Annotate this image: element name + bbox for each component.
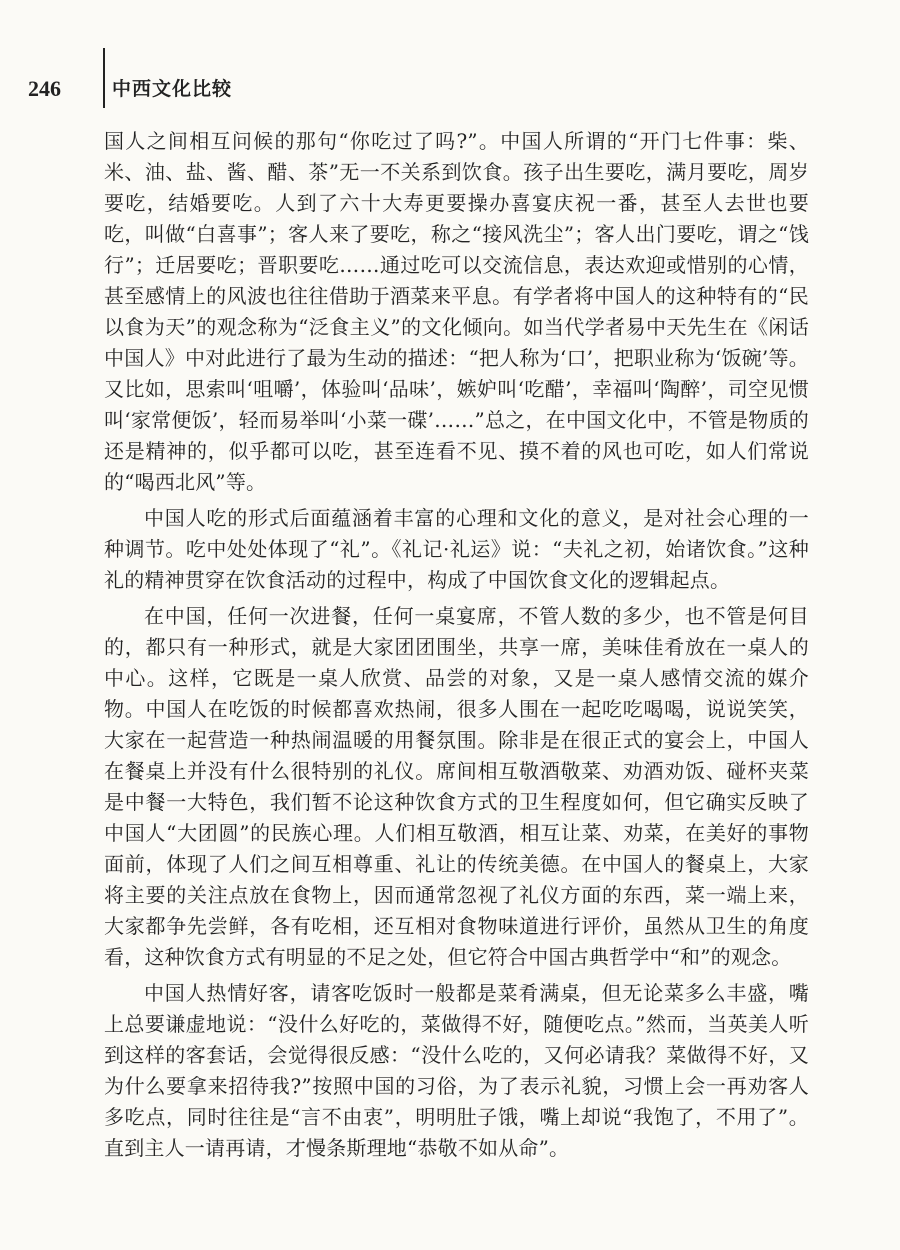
paragraph-2: 中国人吃的形式后面蕴涵着丰富的心理和文化的意义，是对社会心理的一种调节。吃中处处体现了“礼”。《礼记·礼运》说：“夫礼之初，始诸饮食。”这种礼的精神贯穿在饮食活动的过程中，构成了中国饮食文化的逻辑起点。 bbox=[104, 506, 809, 592]
paragraph-1: 国人之间相互问候的那句“你吃过了吗?”。中国人所谓的“开门七件事：柴、米、油、盐、酱、醋、茶”无一不关系到饮食。孩子出生要吃，满月要吃，周岁要吃，结婚要吃。人到了六十大寿更要操办喜宴庆祝一番，甚至人去世也要吃，叫做“白喜事”；客人来了要吃，称之“接风洗尘”；客人出门要吃，谓之“饯行”；迁居要吃；晋职要吃……通过吃可以交流信息，表达欢迎或惜别的心情，甚至感情上的风波也往往借助于酒菜来平息。有学者将中国人的这种特有的“民以食为天”的观念称为“泛食主义”的文化倾向。如当代学者易中天先生在《闲话中国人》中对此进行了最为生动的描述：“把人称为‘口’，把职业称为‘饭碗’等。又比如，思索叫‘咀嚼’，体验叫‘品味’，嫉妒叫‘吃醋’，幸福叫‘陶醉’，司空见惯叫‘家常便饭’，轻而易举叫‘小菜一碟’……”总之，在中国文化中，不管是物质的还是精神的，似乎都可以吃，甚至连看不见、摸不着的风也可吃，如人们常说的“喝西北风”等。 bbox=[104, 129, 809, 494]
page-header bbox=[28, 48, 788, 118]
paragraph-3: 在中国，任何一次进餐，任何一桌宴席，不管人数的多少，也不管是何目的，都只有一种形式，就是大家团团围坐，共享一席，美味佳肴放在一桌人的中心。这样，它既是一桌人欣赏、品尝的对象，又是一桌人感情交流的媒介物。中国人在吃饭的时候都喜欢热闹，很多人围在一起吃吃喝喝，说说笑笑，大家在一起营造一种热闹温暖的用餐氛围。除非是在很正式的宴会上，中国人在餐桌上并没有什么很特别的礼仪。席间相互敬酒敬菜、劝酒劝饭、碰杯夹菜是中餐一大特色，我们暂不论这种饮食方式的卫生程度如何，但它确实反映了中国人“大团圆”的民族心理。人们相互敬酒，相互让菜、劝菜，在美好的事物面前，体现了人们之间互相尊重、礼让的传统美德。在中国人的餐桌上，大家将主要的关注点放在食物上，因而通常忽视了礼仪方面的东西，菜一端上来，大家都争先尝鲜，各有吃相，还互相对食物味道进行评价，虽然从卫生的角度看，这种饮食方式有明显的不足之处，但它符合中国古典哲学中“和”的观念。 bbox=[104, 604, 809, 969]
page-number: 246 bbox=[28, 76, 61, 101]
header-divider bbox=[103, 48, 105, 108]
main-text bbox=[104, 126, 809, 1169]
running-title: 中西文化比较 bbox=[112, 78, 233, 100]
paragraph-4: 中国人热情好客，请客吃饭时一般都是菜肴满桌，但无论菜多么丰盛，嘴上总要谦虚地说：“没什么好吃的，菜做得不好，随便吃点。”然而，当英美人听到这样的客套话，会觉得很反感：“没什么吃的，又何必请我？菜做得不好，又为什么要拿来招待我?”按照中国的习俗，为了表示礼貌，习惯上会一再劝客人多吃点，同时往往是“言不由衷”，明明肚子饿，嘴上却说“我饱了，不用了”。直到主人一请再请，才慢条斯理地“恭敬不如从命”。 bbox=[104, 981, 809, 1160]
